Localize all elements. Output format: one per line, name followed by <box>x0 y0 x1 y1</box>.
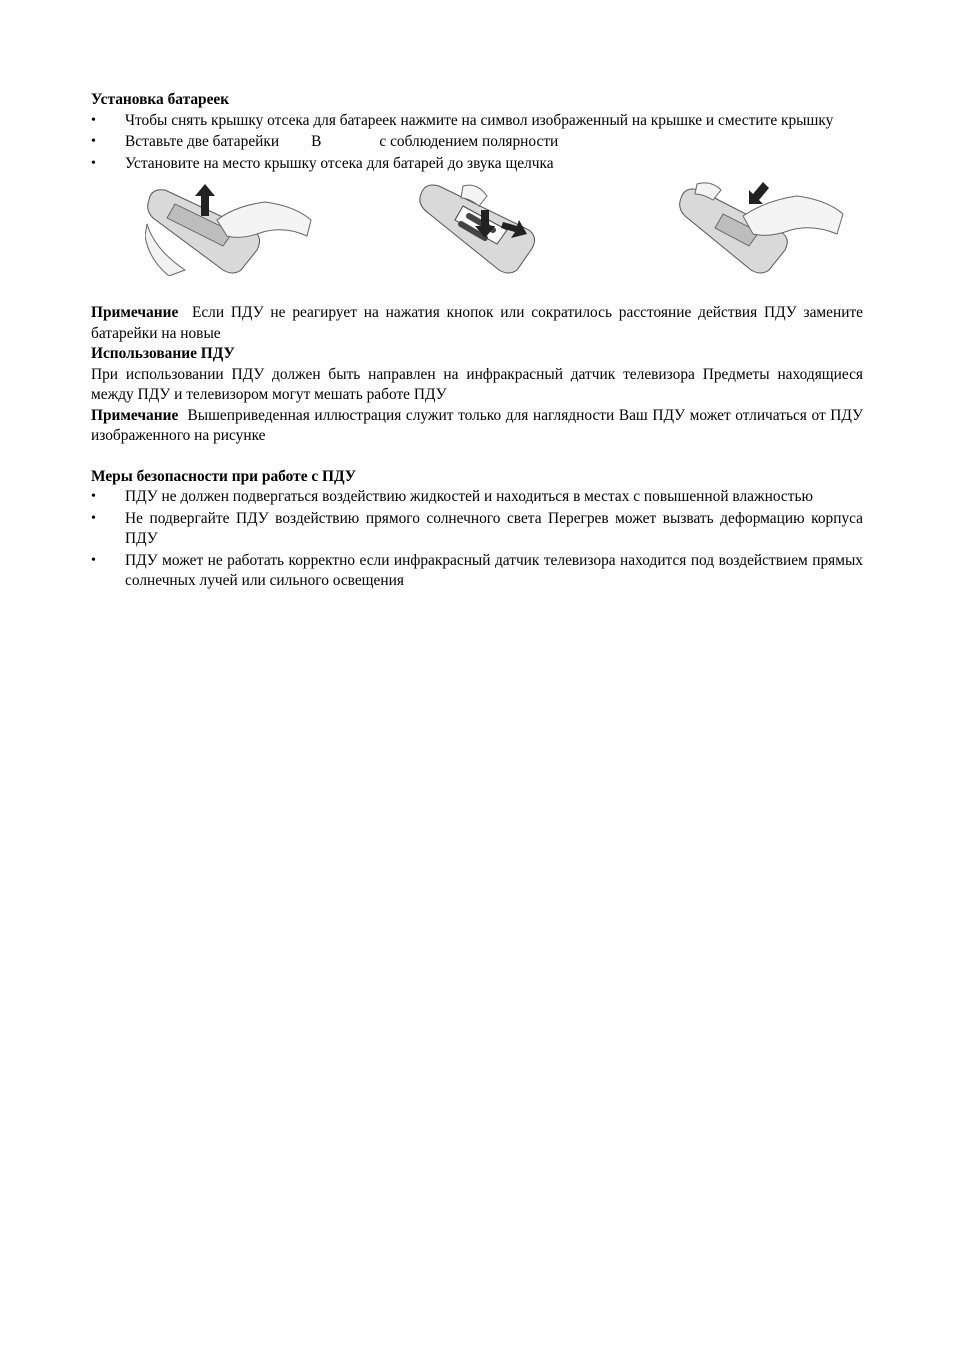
replace-cover-illustration <box>677 180 847 276</box>
battery-steps-list <box>91 111 863 175</box>
insert-batteries-illustration <box>417 180 587 276</box>
usage-paragraph: При использовании ПДУ должен быть направлен на инфракрасный датчик телевизора Предметы находящиеся между ПДУ и телевизором могут мешать работе ПДУ <box>91 365 863 403</box>
list-item: • ПДУ не должен подвергаться воздействию жидкостей и находиться в местах с повышенной влажностью <box>91 487 863 508</box>
battery-section-title: Установка батареек <box>91 91 230 108</box>
list-item: • ПДУ может не работать корректно если инфракрасный датчик телевизора находится под воздействием прямых солнечных лучей или сильного освещения <box>91 551 863 592</box>
document-page <box>91 90 863 593</box>
remote-hand-icon <box>145 180 315 276</box>
note-illustration: Примечание Вышеприведенная иллюстрация служит только для наглядности Ваш ПДУ может отличаться от ПДУ изображенного на рисунке <box>91 406 863 444</box>
remove-cover-illustration <box>145 180 315 276</box>
safety-section-title: Меры безопасности при работе с ПДУ <box>91 467 357 485</box>
usage-section-title: Использование ПДУ <box>91 345 235 362</box>
list-item: • Не подвергайте ПДУ воздействию прямого солнечного света Перегрев может вызвать деформацию корпуса ПДУ <box>91 509 863 550</box>
battery-illustrations <box>91 180 863 297</box>
list-item: • Установите на место крышку отсека для батарей до звука щелчка <box>91 154 863 175</box>
note-battery-replacement: Примечание Если ПДУ не реагирует на нажатия кнопок или сократилось расстояние действия ПДУ замените батарейки на новые <box>91 304 863 342</box>
list-item: • Чтобы снять крышку отсека для батареек нажмите на символ изображенный на крышке и сместите крышку <box>91 111 863 132</box>
remote-cover-icon <box>677 180 847 276</box>
safety-list <box>91 487 863 592</box>
list-item: • Вставьте две батарейки В с соблюдением полярности <box>91 132 863 153</box>
battery-icon <box>417 180 587 276</box>
